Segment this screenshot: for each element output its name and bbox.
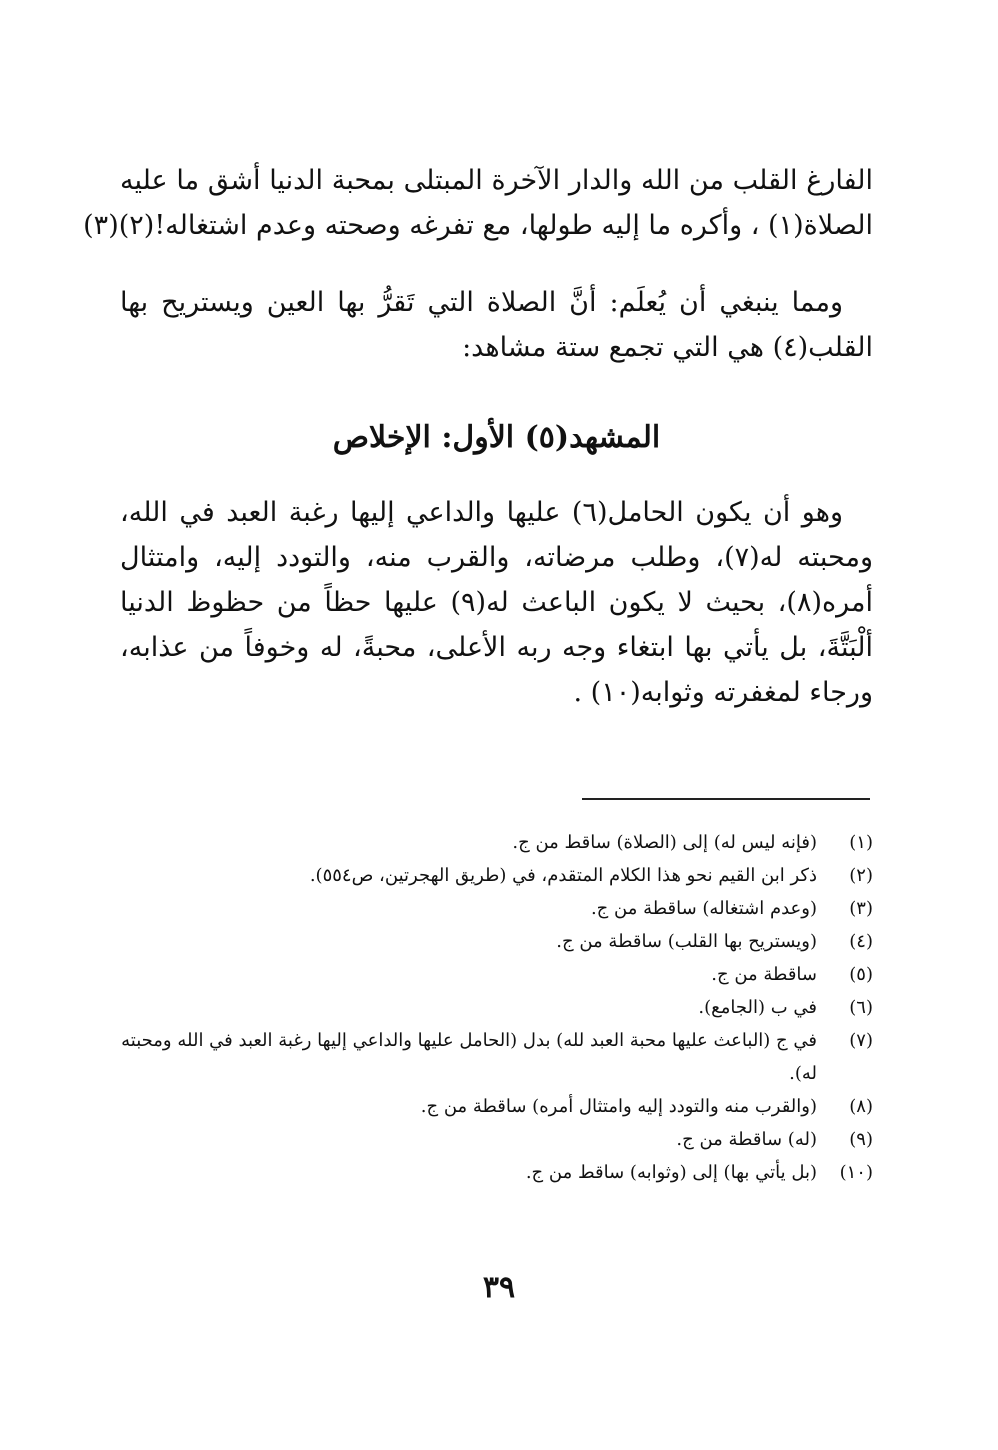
paragraph-3 (120, 490, 873, 715)
footnote-number: (٣) (849, 898, 873, 919)
footnote-number: (١٠) (839, 1162, 873, 1183)
paragraph-1 (83, 158, 873, 248)
footnote-number: (٢) (849, 865, 873, 886)
footnote-number: (٥) (849, 964, 873, 985)
paragraph-3-line-3: أمره(٨)، بحيث لا يكون الباعث له(٩) عليها حظاً من حظوظ الدنيا (120, 587, 873, 618)
paragraph-2-line-2: القلب(٤) هي التي تجمع ستة مشاهد: (462, 332, 873, 363)
paragraph-1-line-2: الصلاة(١) ، وأكره ما إليه طولها، مع تفرغه وصحته وعدم اشتغاله!(٢)(٣) (83, 210, 873, 241)
footnote-text: ذكر ابن القيم نحو هذا الكلام المتقدم، في (طريق الهجرتين، ص٥٥٤). (309, 865, 817, 886)
footnote-4 (108, 925, 873, 958)
footnote-text: (والقرب منه والتودد إليه وامتثال أمره) ساقطة من ج. (420, 1096, 817, 1117)
footnote-5 (108, 958, 873, 991)
footnote-text: في ج (الباعث عليها محبة العبد لله) بدل (الحامل عليها والداعي إليها رغبة العبد في الله ومحبته له). (121, 1030, 817, 1084)
footnote-text: في ب (الجامع). (698, 997, 817, 1018)
footnote-9 (108, 1123, 873, 1156)
paragraph-3-line-2: ومحبته له(٧)، وطلب مرضاته، والقرب منه، والتودد إليه، وامتثال (120, 542, 873, 573)
footnote-text: (وعدم اشتغاله) ساقطة من ج. (590, 898, 817, 919)
footnote-10 (108, 1156, 873, 1189)
paragraph-1-line-1: الفارغ القلب من الله والدار الآخرة المبتلى بمحبة الدنيا أشق ما عليه (120, 165, 873, 196)
paragraph-3-line-5: ورجاء لمغفرته وثوابه(١٠) . (573, 677, 873, 708)
footnote-number: (٦) (849, 997, 873, 1018)
footnote-number: (٩) (849, 1129, 873, 1150)
footnote-text: ساقطة من ج. (711, 964, 817, 985)
footnote-number: (٤) (849, 931, 873, 952)
footnote-text: (له) ساقطة من ج. (676, 1129, 817, 1150)
paragraph-2-line-1: ومما ينبغي أن يُعلَم: أنَّ الصلاة التي تَقرُّ بها العين ويستريح بها (120, 287, 843, 318)
page-number: ٣٩ (482, 1270, 516, 1305)
paragraph-2 (120, 280, 873, 370)
footnote-8 (108, 1090, 873, 1123)
footnote-number: (١) (849, 832, 873, 853)
paragraph-3-line-1: وهو أن يكون الحامل(٦) عليها والداعي إليها رغبة العبد في الله، (120, 497, 843, 528)
footnote-number: (٧) (849, 1030, 873, 1051)
footnote-separator (582, 798, 870, 800)
section-heading: المشهد(٥) الأول: الإخلاص (332, 420, 661, 455)
footnote-text: (ويستريح بها القلب) ساقطة من ج. (556, 931, 817, 952)
footnote-1 (108, 826, 873, 859)
paragraph-3-line-4: ألْبَتَّةَ، بل يأتي بها ابتغاء وجه ربه الأعلى، محبةً، له وخوفاً من عذابه، (120, 632, 873, 663)
footnote-text: (فإنه ليس له) إلى (الصلاة) ساقط من ج. (512, 832, 817, 853)
footnotes (108, 826, 873, 1189)
footnote-6 (108, 991, 873, 1024)
footnote-2 (108, 859, 873, 892)
footnote-7 (108, 1024, 873, 1090)
footnote-3 (108, 892, 873, 925)
footnote-number: (٨) (849, 1096, 873, 1117)
footnote-text: (بل يأتي بها) إلى (وثوابه) ساقط من ج. (525, 1162, 817, 1183)
